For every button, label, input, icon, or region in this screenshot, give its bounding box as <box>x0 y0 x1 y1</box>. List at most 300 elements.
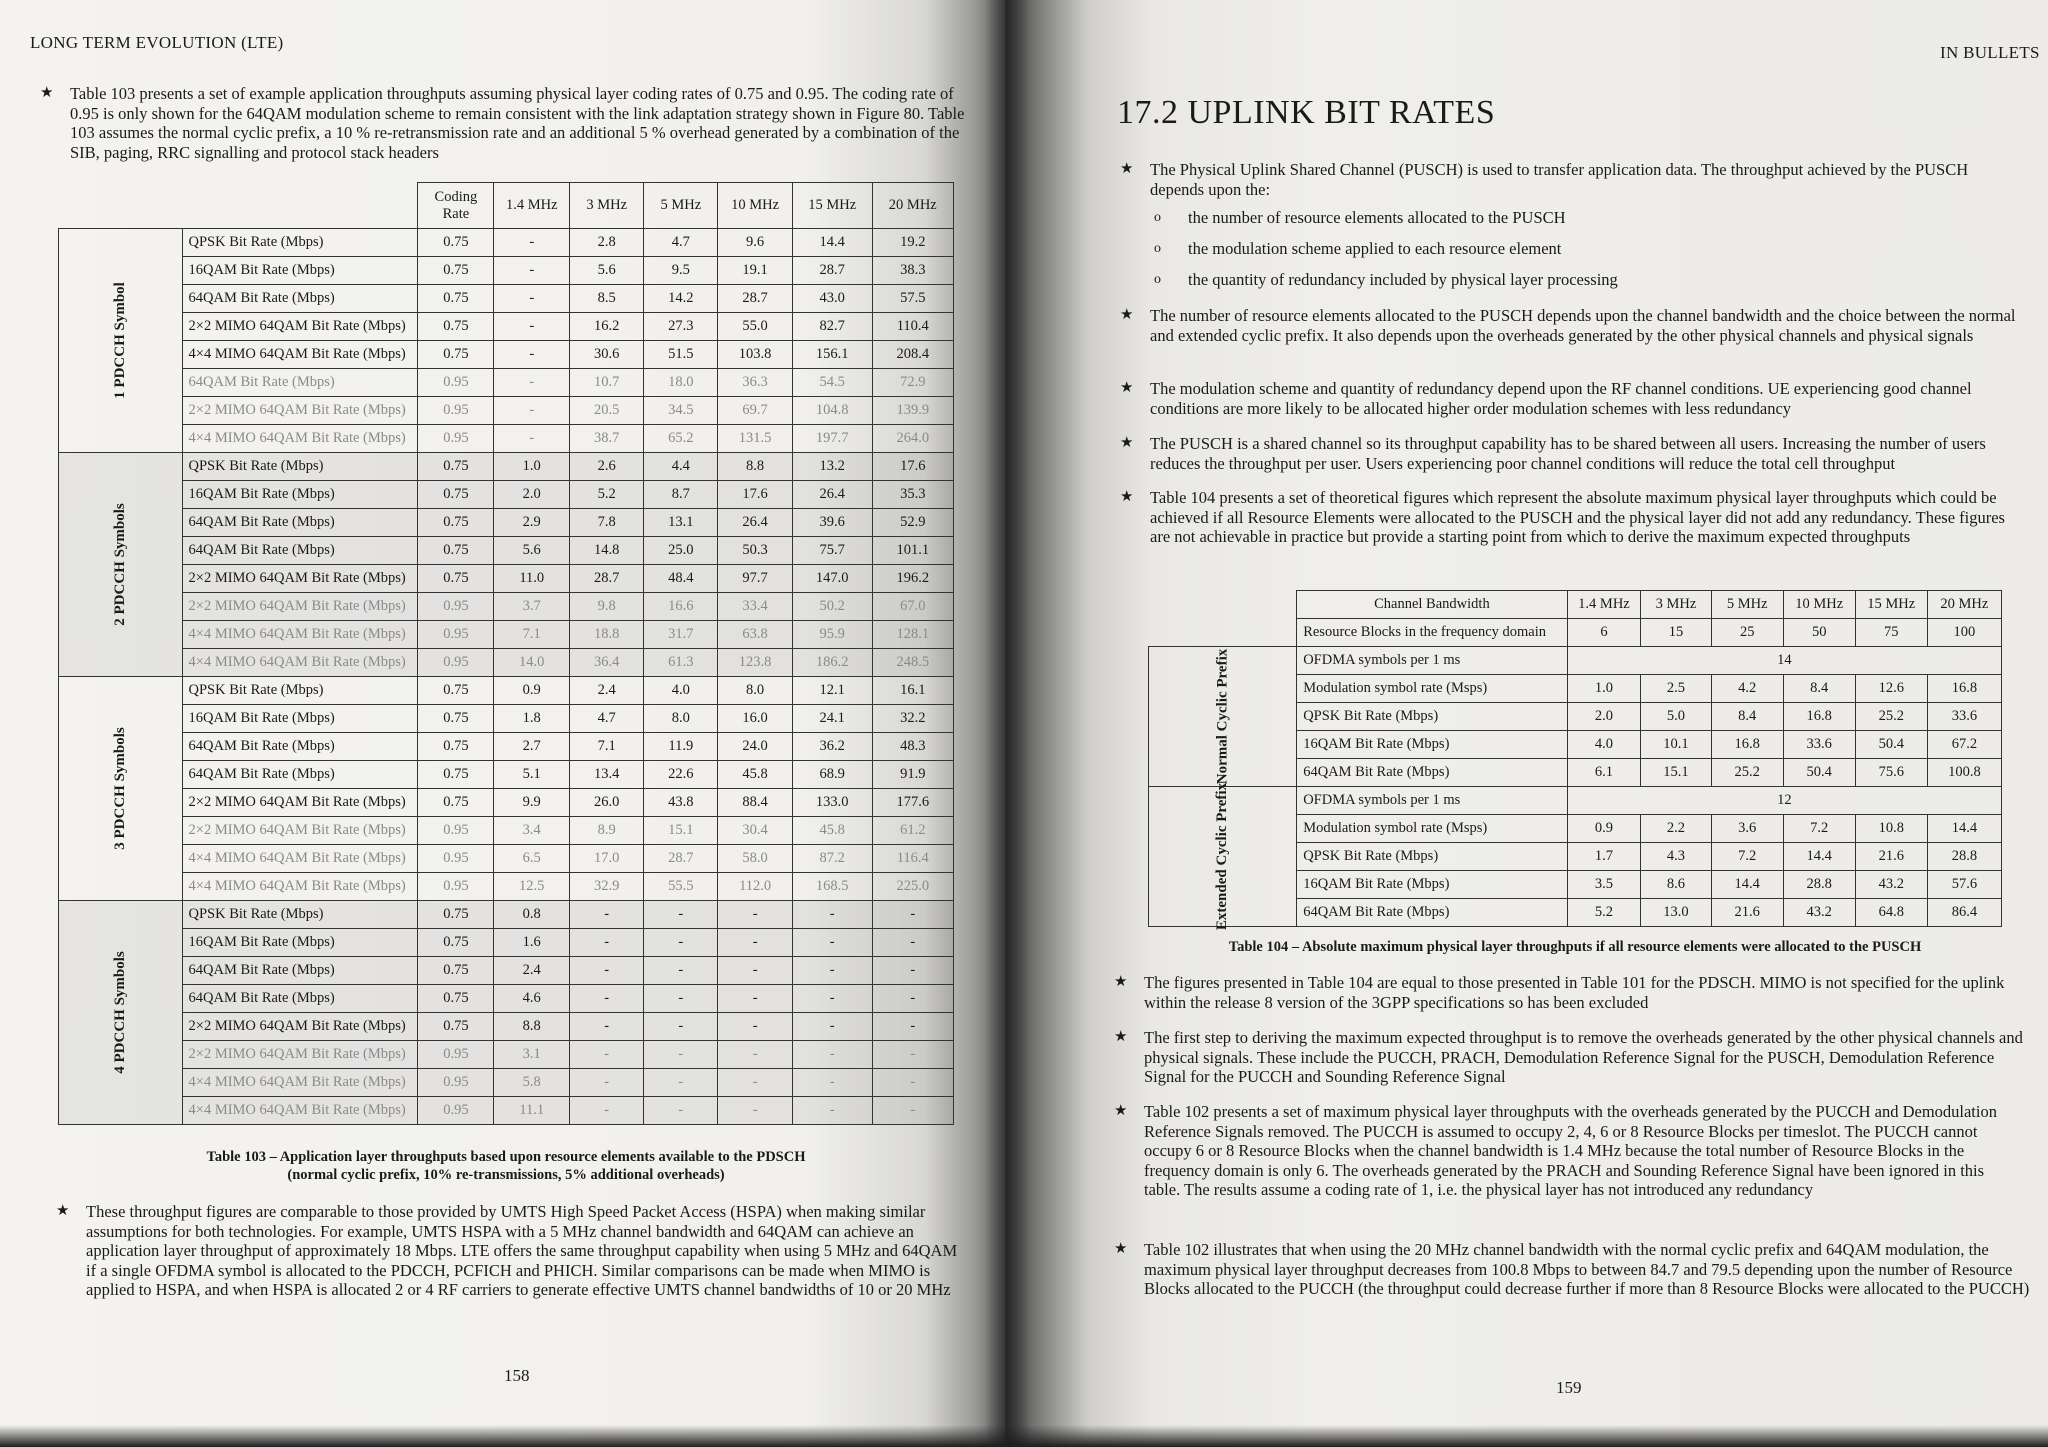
circle-bullet-icon: o <box>1154 272 1161 287</box>
table-104-cell: 8.6 <box>1641 871 1711 899</box>
bullet-star-icon: ★ <box>1120 435 1134 451</box>
table-103-cell: - <box>872 1097 953 1125</box>
table-103-cell: 61.3 <box>644 649 718 677</box>
table-103-cell: 39.6 <box>792 509 872 537</box>
table-103-cell: 4.7 <box>570 705 644 733</box>
table-103 <box>58 182 954 1125</box>
book-gutter <box>985 0 1030 1447</box>
table-103-row-label: 4×4 MIMO 64QAM Bit Rate (Mbps) <box>182 1069 418 1097</box>
table-103-cell: 88.4 <box>718 789 792 817</box>
table-104-ofdma-label: OFDMA symbols per 1 ms <box>1297 787 1567 815</box>
table-103-cell: - <box>570 1013 644 1041</box>
table-103-cell: - <box>718 1097 792 1125</box>
bullet-star-icon: ★ <box>1114 974 1128 990</box>
table-103-cell: 131.5 <box>718 425 792 453</box>
table-103-cell: - <box>792 901 872 929</box>
table-104-row-label: QPSK Bit Rate (Mbps) <box>1297 843 1567 871</box>
table-103-cell: 75.7 <box>792 537 872 565</box>
table-103-row-label: 2×2 MIMO 64QAM Bit Rate (Mbps) <box>182 565 418 593</box>
table-103-cell: 0.75 <box>418 257 494 285</box>
table-103-header-cell: Coding Rate <box>418 183 494 229</box>
table-103-cell: 0.95 <box>418 1069 494 1097</box>
table-104-cell: 7.2 <box>1711 843 1783 871</box>
table-104-cell: 1.0 <box>1567 675 1641 703</box>
bottom-shadow <box>0 1425 2048 1447</box>
table-103-cell: 9.5 <box>644 257 718 285</box>
table-104-cell: 2.5 <box>1641 675 1711 703</box>
table-103-header-cell: 3 MHz <box>570 183 644 229</box>
table-104-cell: 4.2 <box>1711 675 1783 703</box>
table-103-cell: 9.9 <box>494 789 570 817</box>
table-104-rb-cell: 15 <box>1641 619 1711 647</box>
table-103-cell: 32.2 <box>872 705 953 733</box>
table-103-cell: - <box>872 929 953 957</box>
table-103-cell: 2.6 <box>570 453 644 481</box>
table-103-cell: 0.75 <box>418 313 494 341</box>
table-103-cell: - <box>494 425 570 453</box>
table-103-caption-line1: Table 103 – Application layer throughputs based upon resource elements available to the PDSCH <box>206 1149 806 1165</box>
table-104-row-label: 64QAM Bit Rate (Mbps) <box>1297 899 1567 927</box>
table-103-row-label: 2×2 MIMO 64QAM Bit Rate (Mbps) <box>182 593 418 621</box>
table-104-cell: 67.2 <box>1927 731 2001 759</box>
table-103-cell: 17.6 <box>872 453 953 481</box>
table-103-cell: 3.7 <box>494 593 570 621</box>
table-corner-empty <box>1149 591 1297 619</box>
table-103-cell: - <box>494 397 570 425</box>
table-103-cell: - <box>494 369 570 397</box>
table-103-cell: 8.0 <box>718 677 792 705</box>
sub-bullet-2-text: the modulation scheme applied to each resource element <box>1188 239 1562 258</box>
table-row <box>59 1041 954 1069</box>
table-103-cell: 248.5 <box>872 649 953 677</box>
table-103-cell: 1.6 <box>494 929 570 957</box>
table-row <box>59 649 954 677</box>
table-row <box>59 593 954 621</box>
table-103-cell: 20.5 <box>570 397 644 425</box>
table-103-cell: 208.4 <box>872 341 953 369</box>
table-103-cell: 11.0 <box>494 565 570 593</box>
table-103-cell: 17.6 <box>718 481 792 509</box>
table-103-cell: - <box>570 1041 644 1069</box>
left-page-number: 158 <box>504 1366 530 1385</box>
table-104-bandwidth-cell: 3 MHz <box>1641 591 1711 619</box>
table-row <box>59 817 954 845</box>
table-103-cell: 112.0 <box>718 873 792 901</box>
table-104-group-label <box>1149 782 1297 931</box>
table-103-cell: - <box>644 985 718 1013</box>
table-104-cell: 5.0 <box>1641 703 1711 731</box>
table-103-row-label: 64QAM Bit Rate (Mbps) <box>182 985 418 1013</box>
table-103-cell: - <box>718 957 792 985</box>
table-104-bandwidth-cell: 15 MHz <box>1855 591 1927 619</box>
bullet-4 <box>1120 434 2030 473</box>
table-103-cell: 7.1 <box>494 621 570 649</box>
table-103-cell: 36.3 <box>718 369 792 397</box>
table-104-cell: 28.8 <box>1783 871 1855 899</box>
bullet-1-text: The Physical Uplink Shared Channel (PUSCH) is used to transfer application data. The throughput achieved by the PUSCH depends upon the: <box>1150 160 1969 199</box>
bullet-star-icon: ★ <box>1114 1103 1128 1119</box>
table-103-cell: 0.95 <box>418 425 494 453</box>
table-103-cell: - <box>872 901 953 929</box>
table-103-cell: 4.6 <box>494 985 570 1013</box>
table-103-cell: 43.8 <box>644 789 718 817</box>
table-103-header-cell: 15 MHz <box>792 183 872 229</box>
table-104-cell: 43.2 <box>1783 899 1855 927</box>
table-104-cell: 7.2 <box>1783 815 1855 843</box>
table-104-cell: 14.4 <box>1927 815 2001 843</box>
table-103-cell: - <box>872 985 953 1013</box>
table-103-group-text: 1 PDCCH Symbol <box>111 282 128 399</box>
table-103-cell: 27.3 <box>644 313 718 341</box>
table-row <box>59 229 954 257</box>
table-row <box>1149 787 2002 815</box>
table-104-cell: 5.2 <box>1567 899 1641 927</box>
table-104-rb-cell: 6 <box>1567 619 1641 647</box>
table-103-cell: 0.75 <box>418 453 494 481</box>
table-103-cell: 101.1 <box>872 537 953 565</box>
table-103-cell: 5.2 <box>570 481 644 509</box>
table-103-cell: 51.5 <box>644 341 718 369</box>
table-103-row-label: 16QAM Bit Rate (Mbps) <box>182 481 418 509</box>
closing-bullet-text: These throughput figures are comparable to those provided by UMTS High Speed Packet Access (HSPA) when making similar assumptions for both technologies. For example, UMTS HSPA with a 5 MHz channel bandwidth and 64QAM can achieve an application layer throughput of approximately 18 Mbps. LTE offers the same throughput capability when using 5 MHz and 64QAM if a single OFDMA symbol is allocated to the PDCCH, PCFICH and PHICH. Similar comparisons can be made when MIMO is applied to HSPA, and when HSPA is allocated 2 or 4 RF carriers to generate effective UMTS channel bandwidths of 10 or 20 MHz <box>86 1202 958 1299</box>
table-103-cell: 16.2 <box>570 313 644 341</box>
table-103-cell: 87.2 <box>792 845 872 873</box>
bullet-6 <box>1114 973 2024 1012</box>
table-103-row-label: 4×4 MIMO 64QAM Bit Rate (Mbps) <box>182 845 418 873</box>
table-103-cell: 36.2 <box>792 733 872 761</box>
table-103-cell: 19.2 <box>872 229 953 257</box>
table-103-cell: 11.9 <box>644 733 718 761</box>
table-104-cell: 16.8 <box>1711 731 1783 759</box>
table-103-row-label: QPSK Bit Rate (Mbps) <box>182 901 418 929</box>
table-row <box>59 733 954 761</box>
table-103-row-label: 64QAM Bit Rate (Mbps) <box>182 369 418 397</box>
table-row <box>59 453 954 481</box>
circle-bullet-icon: o <box>1154 241 1161 256</box>
table-103-group-label <box>59 229 183 453</box>
table-104-group-text: Extended Cyclic Prefix <box>1214 782 1231 931</box>
table-104-cell: 21.6 <box>1855 843 1927 871</box>
table-103-row-label: 64QAM Bit Rate (Mbps) <box>182 733 418 761</box>
table-103-cell: - <box>570 1069 644 1097</box>
table-103-cell: 50.3 <box>718 537 792 565</box>
table-103-cell: 2.0 <box>494 481 570 509</box>
table-103-cell: 1.8 <box>494 705 570 733</box>
table-row <box>59 369 954 397</box>
table-103-row-label: QPSK Bit Rate (Mbps) <box>182 229 418 257</box>
table-104-rb-cell: 50 <box>1783 619 1855 647</box>
bullet-9 <box>1114 1240 2034 1299</box>
bullet-8-text: Table 102 presents a set of maximum physical layer throughputs with the overheads generated by the PUCCH and Demodulation Reference Signals removed. The PUCCH is assumed to occupy 2, 4, 6 or 8 Resource Blocks per timeslot. The PUCCH cannot occupy 6 or 8 Resource Blocks when the channel bandwidth is 1.4 MHz because the total number of Resource Blocks in the frequency domain is only 6. The overheads generated by the PRACH and Sounding Reference Signal have been ignored in this table. The results assume a coding rate of 1, i.e. the physical layer has not introduced any redundancy <box>1144 1102 1997 1199</box>
table-103-cell: 0.75 <box>418 761 494 789</box>
table-103-row-label: QPSK Bit Rate (Mbps) <box>182 453 418 481</box>
sub-bullet-3 <box>1154 270 2008 290</box>
table-row <box>59 705 954 733</box>
table-103-cell: 0.75 <box>418 481 494 509</box>
table-103-cell: 8.7 <box>644 481 718 509</box>
table-104-cell: 21.6 <box>1711 899 1783 927</box>
table-103-cell: 0.95 <box>418 649 494 677</box>
table-103-cell: 26.0 <box>570 789 644 817</box>
table-103-cell: 95.9 <box>792 621 872 649</box>
table-row <box>59 1069 954 1097</box>
table-103-cell: 2.4 <box>494 957 570 985</box>
table-corner-empty <box>59 183 183 229</box>
table-row <box>59 845 954 873</box>
table-103-cell: 264.0 <box>872 425 953 453</box>
table-104-cell: 4.0 <box>1567 731 1641 759</box>
table-103-row-label: 2×2 MIMO 64QAM Bit Rate (Mbps) <box>182 789 418 817</box>
table-103-group-text: 3 PDCCH Symbols <box>111 727 128 850</box>
table-103-cell: 17.0 <box>570 845 644 873</box>
table-103-cell: 0.95 <box>418 1097 494 1125</box>
table-103-cell: 13.2 <box>792 453 872 481</box>
table-103-cell: 68.9 <box>792 761 872 789</box>
sub-bullet-2 <box>1154 239 2008 259</box>
table-104-cell: 33.6 <box>1927 703 2001 731</box>
bullet-2 <box>1120 306 2020 345</box>
table-103-cell: - <box>570 929 644 957</box>
table-103-cell: 156.1 <box>792 341 872 369</box>
table-103-cell: 65.2 <box>644 425 718 453</box>
table-104-row-label: 64QAM Bit Rate (Mbps) <box>1297 759 1567 787</box>
table-103-row-label: 4×4 MIMO 64QAM Bit Rate (Mbps) <box>182 649 418 677</box>
table-103-cell: 32.9 <box>570 873 644 901</box>
table-103-cell: 13.1 <box>644 509 718 537</box>
table-103-cell: 91.9 <box>872 761 953 789</box>
table-103-row-label: QPSK Bit Rate (Mbps) <box>182 677 418 705</box>
table-103-cell: - <box>872 1041 953 1069</box>
table-104-cell: 2.2 <box>1641 815 1711 843</box>
table-103-row-label: 64QAM Bit Rate (Mbps) <box>182 509 418 537</box>
table-103-cell: 63.8 <box>718 621 792 649</box>
table-103-cell: - <box>644 929 718 957</box>
table-103-row-label: 16QAM Bit Rate (Mbps) <box>182 705 418 733</box>
table-103-cell: 72.9 <box>872 369 953 397</box>
table-103-cell: 0.95 <box>418 817 494 845</box>
table-104-cell: 0.9 <box>1567 815 1641 843</box>
table-104-cell: 8.4 <box>1711 703 1783 731</box>
table-103-cell: 168.5 <box>792 873 872 901</box>
table-103-cell: 3.1 <box>494 1041 570 1069</box>
table-row <box>1149 647 2002 675</box>
table-103-cell: 82.7 <box>792 313 872 341</box>
circle-bullet-icon: o <box>1154 210 1161 225</box>
table-104-cell: 25.2 <box>1711 759 1783 787</box>
table-103-cell: 0.95 <box>418 873 494 901</box>
table-103-cell: - <box>494 313 570 341</box>
table-103-cell: 38.7 <box>570 425 644 453</box>
table-103-group-label <box>59 677 183 901</box>
table-103-row-label: 16QAM Bit Rate (Mbps) <box>182 929 418 957</box>
table-103-row-label: 4×4 MIMO 64QAM Bit Rate (Mbps) <box>182 621 418 649</box>
bullet-9-text: Table 102 illustrates that when using the 20 MHz channel bandwidth with the normal cyclic prefix and 64QAM modulation, the maximum physical layer throughput decreases from 100.8 Mbps to between 84.7 and 79.5 depending upon the number of Resource Blocks allocated to the PUCCH (the throughput could decrease further if more than 8 Resource Blocks were allocated to the PUCCH) <box>1144 1240 2030 1298</box>
table-103-cell: 0.95 <box>418 845 494 873</box>
table-103-caption-line2: (normal cyclic prefix, 10% re-transmissions, 5% additional overheads) <box>287 1167 725 1183</box>
table-104-rb-cell: 75 <box>1855 619 1927 647</box>
table-103-cell: 36.4 <box>570 649 644 677</box>
table-104-bandwidth-cell: 1.4 MHz <box>1567 591 1641 619</box>
table-103-cell: - <box>644 1069 718 1097</box>
table-row <box>59 929 954 957</box>
table-103-cell: 50.2 <box>792 593 872 621</box>
table-104-cell: 14.4 <box>1711 871 1783 899</box>
table-103-cell: 30.6 <box>570 341 644 369</box>
bullet-3 <box>1120 379 2020 418</box>
table-103-cell: 33.4 <box>718 593 792 621</box>
table-103-cell: - <box>494 341 570 369</box>
table-104-cell: 1.7 <box>1567 843 1641 871</box>
table-103-cell: 67.0 <box>872 593 953 621</box>
bullet-star-icon: ★ <box>56 1203 70 1219</box>
table-103-cell: 25.0 <box>644 537 718 565</box>
table-103-header-cell: 1.4 MHz <box>494 183 570 229</box>
table-103-cell: 0.75 <box>418 285 494 313</box>
table-103-cell: 0.75 <box>418 677 494 705</box>
bullet-star-icon: ★ <box>1120 380 1134 396</box>
table-row <box>59 761 954 789</box>
table-103-row-label: 4×4 MIMO 64QAM Bit Rate (Mbps) <box>182 873 418 901</box>
table-103-cell: 26.4 <box>718 509 792 537</box>
table-103-row-label: 4×4 MIMO 64QAM Bit Rate (Mbps) <box>182 1097 418 1125</box>
table-104-row-label: 16QAM Bit Rate (Mbps) <box>1297 731 1567 759</box>
table-104-cell: 8.4 <box>1783 675 1855 703</box>
table-103-cell: - <box>718 1013 792 1041</box>
table-103-row-label: 4×4 MIMO 64QAM Bit Rate (Mbps) <box>182 341 418 369</box>
bullet-star-icon: ★ <box>1120 489 1134 505</box>
table-103-cell: 0.95 <box>418 369 494 397</box>
table-103-cell: 16.0 <box>718 705 792 733</box>
table-104-rb-label: Resource Blocks in the frequency domain <box>1297 619 1567 647</box>
table-103-cell: 2.8 <box>570 229 644 257</box>
table-103-cell: 4.7 <box>644 229 718 257</box>
bullet-star-icon: ★ <box>1120 161 1134 177</box>
table-103-cell: 16.6 <box>644 593 718 621</box>
table-corner-empty <box>182 183 418 229</box>
table-103-cell: - <box>792 985 872 1013</box>
table-103-cell: - <box>570 901 644 929</box>
bullet-5 <box>1120 488 2020 547</box>
table-103-cell: 0.75 <box>418 1013 494 1041</box>
table-104-cell: 25.2 <box>1855 703 1927 731</box>
table-103-cell: 24.1 <box>792 705 872 733</box>
table-104-cell: 4.3 <box>1641 843 1711 871</box>
table-104-cell: 75.6 <box>1855 759 1927 787</box>
table-103-group-label <box>59 901 183 1125</box>
table-103-cell: 18.0 <box>644 369 718 397</box>
table-103-cell: - <box>644 1041 718 1069</box>
table-103-cell: 45.8 <box>792 817 872 845</box>
table-103-cell: - <box>494 257 570 285</box>
bullet-1 <box>1120 160 2010 199</box>
table-104-row-label: QPSK Bit Rate (Mbps) <box>1297 703 1567 731</box>
table-103-cell: - <box>718 1069 792 1097</box>
table-103-cell: 55.0 <box>718 313 792 341</box>
table-103-cell: 147.0 <box>792 565 872 593</box>
table-104-cell: 10.1 <box>1641 731 1711 759</box>
table-103-caption <box>58 1148 954 1184</box>
table-103-cell: 31.7 <box>644 621 718 649</box>
table-row <box>59 677 954 705</box>
table-103-cell: 11.1 <box>494 1097 570 1125</box>
table-103-group-text: 4 PDCCH Symbols <box>111 951 128 1074</box>
table-103-cell: - <box>570 985 644 1013</box>
table-103-cell: 0.75 <box>418 509 494 537</box>
table-103-cell: - <box>570 1097 644 1125</box>
table-103-cell: - <box>718 901 792 929</box>
sub-bullet-1-text: the number of resource elements allocated to the PUSCH <box>1188 208 1566 227</box>
table-104-cell: 16.8 <box>1927 675 2001 703</box>
table-104-ofdma-label: OFDMA symbols per 1 ms <box>1297 647 1567 675</box>
table-104-cell: 13.0 <box>1641 899 1711 927</box>
table-104-cell: 10.8 <box>1855 815 1927 843</box>
table-104-cell: 43.2 <box>1855 871 1927 899</box>
table-103-cell: - <box>792 929 872 957</box>
table-103-cell: - <box>872 1013 953 1041</box>
table-103-cell: 0.75 <box>418 789 494 817</box>
table-103-cell: 69.7 <box>718 397 792 425</box>
table-103-cell: - <box>792 1069 872 1097</box>
closing-bullet <box>56 1202 970 1300</box>
table-103-cell: 2.4 <box>570 677 644 705</box>
table-103-cell: 0.75 <box>418 537 494 565</box>
bullet-7-text: The first step to deriving the maximum expected throughput is to remove the overheads generated by the other physical channels and physical signals. These include the PUCCH, PRACH, Demodulation Reference Signal for the PUSCH, Demodulation Reference Signal for the PUCCH and Sounding Reference Signal <box>1144 1028 2023 1086</box>
table-103-row-label: 2×2 MIMO 64QAM Bit Rate (Mbps) <box>182 1013 418 1041</box>
table-103-cell: - <box>872 957 953 985</box>
table-104-cell: 100.8 <box>1927 759 2001 787</box>
table-row <box>59 957 954 985</box>
table-row <box>59 509 954 537</box>
table-103-group-text: 2 PDCCH Symbols <box>111 503 128 626</box>
table-103-cell: 28.7 <box>792 257 872 285</box>
table-103-cell: 2.7 <box>494 733 570 761</box>
table-103-cell: 28.7 <box>644 845 718 873</box>
table-103-cell: 8.8 <box>494 1013 570 1041</box>
table-103-header-cell: 20 MHz <box>872 183 953 229</box>
table-103-cell: 30.4 <box>718 817 792 845</box>
table-103-cell: 0.75 <box>418 733 494 761</box>
table-row <box>59 257 954 285</box>
table-103-cell: 8.5 <box>570 285 644 313</box>
table-103-row-label: 64QAM Bit Rate (Mbps) <box>182 761 418 789</box>
table-row <box>59 901 954 929</box>
table-row <box>59 873 954 901</box>
table-103-cell: 2.9 <box>494 509 570 537</box>
table-103-cell: 48.3 <box>872 733 953 761</box>
table-103-cell: - <box>644 1097 718 1125</box>
table-104-cell: 3.6 <box>1711 815 1783 843</box>
table-104-row-label: 16QAM Bit Rate (Mbps) <box>1297 871 1567 899</box>
table-103-cell: 28.7 <box>570 565 644 593</box>
table-103-cell: 14.2 <box>644 285 718 313</box>
table-103-cell: 0.75 <box>418 985 494 1013</box>
bullet-6-text: The figures presented in Table 104 are equal to those presented in Table 101 for the PDSCH. MIMO is not specified for the uplink within the release 8 version of the 3GPP specifications so has been excluded <box>1144 973 2005 1012</box>
table-row <box>59 481 954 509</box>
right-running-head: IN BULLETS <box>1940 43 2040 62</box>
table-103-cell: 225.0 <box>872 873 953 901</box>
table-104-cell: 16.8 <box>1783 703 1855 731</box>
table-104-cell: 33.6 <box>1783 731 1855 759</box>
table-103-row-label: 64QAM Bit Rate (Mbps) <box>182 537 418 565</box>
table-104-cell: 15.1 <box>1641 759 1711 787</box>
table-103-cell: 48.4 <box>644 565 718 593</box>
bullet-3-text: The modulation scheme and quantity of redundancy depend upon the RF channel conditions. UE experiencing good channel conditions are more likely to be allocated higher order modulation schemes with less redundancy <box>1150 379 1972 418</box>
bullet-7 <box>1114 1028 2024 1087</box>
table-104-header-label: Channel Bandwidth <box>1297 591 1567 619</box>
table-104-row-label: Modulation symbol rate (Msps) <box>1297 815 1567 843</box>
table-103-cell: 9.8 <box>570 593 644 621</box>
table-103-row-label: 2×2 MIMO 64QAM Bit Rate (Mbps) <box>182 397 418 425</box>
